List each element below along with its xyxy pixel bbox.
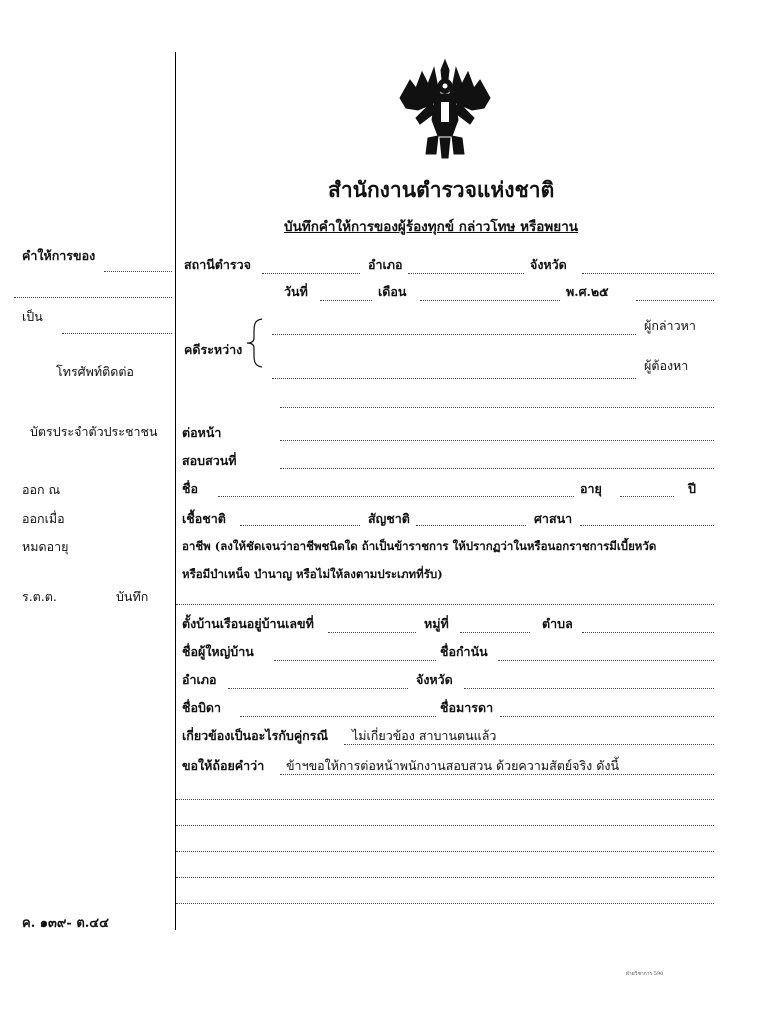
label-district: อำเภอ bbox=[368, 257, 403, 272]
label-year: พ.ศ.๒๕ bbox=[566, 284, 609, 299]
label-occupation-cont: หรือมีบำเหน็จ บำนาญ หรือไม่ให้ลงตามประเภทที่รับ) bbox=[182, 567, 443, 581]
label-kamnan: ชื่อกำนัน bbox=[440, 644, 488, 659]
day-field[interactable] bbox=[320, 300, 372, 301]
label-province: จังหวัด bbox=[530, 257, 567, 272]
label-mother: ชื่อมารดา bbox=[440, 700, 494, 715]
is-field[interactable] bbox=[62, 333, 172, 334]
statement-line-5[interactable] bbox=[176, 903, 714, 904]
page-subtitle: บันทึกคำให้การของผู้ร้องทุกข์ กล่าวโทษ หรือพยาน bbox=[284, 219, 579, 235]
age-field[interactable] bbox=[620, 496, 674, 497]
label-years: ปี bbox=[688, 481, 696, 496]
label-statement: ขอให้ถ้อยคำว่า bbox=[182, 758, 265, 773]
province-field[interactable] bbox=[582, 273, 714, 274]
label-age: อายุ bbox=[580, 481, 602, 496]
statement-of-field-line2[interactable] bbox=[14, 297, 172, 298]
label-occupation: อาชีพ (ลงให้ชัดเจนว่าอาชีพชนิดใด ถ้าเป็นข้าราชการ ให้ปรากฏว่าในหรือนอกราชการมีเบี้ยหวัด bbox=[182, 539, 657, 553]
statement-field[interactable] bbox=[280, 774, 714, 775]
sidebar-phone: โทรศัพท์ติดต่อ bbox=[56, 364, 134, 379]
sidebar-expires: หมดอายุ bbox=[22, 539, 69, 554]
district-field[interactable] bbox=[408, 273, 524, 274]
investigator-field[interactable] bbox=[280, 468, 714, 469]
name-field[interactable] bbox=[218, 496, 574, 497]
label-subdistrict: ตำบล bbox=[542, 616, 573, 631]
village-no-field[interactable] bbox=[460, 632, 530, 633]
house-number-field[interactable] bbox=[328, 632, 416, 633]
sidebar-issued-on: ออกเมื่อ bbox=[22, 511, 65, 526]
sidebar-officer: ร.ต.ต. bbox=[22, 589, 57, 604]
statement-line-3[interactable] bbox=[176, 851, 714, 852]
district2-field[interactable] bbox=[228, 688, 408, 689]
blank-line-1[interactable] bbox=[280, 407, 714, 408]
label-province2: จังหวัด bbox=[416, 672, 453, 687]
footer-note: ฝ่ายวิชาการ 590 bbox=[626, 971, 664, 977]
label-race: เชื้อชาติ bbox=[182, 511, 226, 526]
statement-value: ข้าฯขอให้การต่อหน้าพนักงานสอบสวน ด้วยความสัตย์จริง ดังนี้ bbox=[286, 758, 620, 773]
label-accused: ผู้ต้องหา bbox=[644, 358, 689, 373]
label-father: ชื่อบิดา bbox=[182, 700, 222, 715]
brace-icon bbox=[244, 318, 266, 368]
accused-field[interactable] bbox=[272, 378, 636, 379]
statement-line-4[interactable] bbox=[176, 877, 714, 878]
mother-field[interactable] bbox=[500, 716, 714, 717]
statement-line-2[interactable] bbox=[176, 825, 714, 826]
village-head-field[interactable] bbox=[274, 660, 436, 661]
sidebar-id-card: บัตรประจำตัวประชาชน bbox=[30, 424, 158, 439]
label-religion: ศาสนา bbox=[534, 511, 573, 526]
label-relation: เกี่ยวข้องเป็นอะไรกับคู่กรณี bbox=[182, 728, 329, 743]
relation-value: ไม่เกี่ยวข้อง สาบานตนแล้ว bbox=[352, 728, 497, 743]
month-field[interactable] bbox=[420, 300, 560, 301]
sidebar-issued-at: ออก ณ bbox=[22, 482, 61, 497]
statement-of-field[interactable] bbox=[104, 271, 172, 272]
label-investigator: สอบสวนที่ bbox=[182, 453, 237, 468]
subdistrict-field[interactable] bbox=[582, 632, 714, 633]
label-village-no: หมู่ที่ bbox=[424, 616, 449, 631]
form-code: ค. ๑๓๙- ต.๔๔ bbox=[22, 916, 109, 931]
sidebar-is: เป็น bbox=[22, 309, 43, 324]
father-field[interactable] bbox=[240, 716, 436, 717]
label-name: ชื่อ bbox=[182, 481, 198, 496]
sidebar-recorder: บันทึก bbox=[116, 589, 149, 604]
label-address: ตั้งบ้านเรือนอยู่บ้านเลขที่ bbox=[182, 616, 314, 631]
religion-field[interactable] bbox=[580, 525, 714, 526]
label-district2: อำเภอ bbox=[182, 672, 217, 687]
year-field[interactable] bbox=[636, 300, 714, 301]
relation-field[interactable] bbox=[344, 744, 714, 745]
accuser-field[interactable] bbox=[272, 334, 636, 335]
label-day: วันที่ bbox=[284, 284, 308, 299]
page-title: สำนักงานตำรวจแห่งชาติ bbox=[328, 177, 555, 202]
sidebar-statement-of: คำให้การของ bbox=[22, 248, 96, 263]
label-accuser: ผู้กล่าวหา bbox=[644, 318, 696, 333]
nationality-field[interactable] bbox=[416, 525, 526, 526]
station-field[interactable] bbox=[262, 273, 360, 274]
label-station: สถานีตำรวจ bbox=[184, 257, 251, 272]
kamnan-field[interactable] bbox=[498, 660, 714, 661]
label-parties-between: คดีระหว่าง bbox=[184, 342, 243, 357]
race-field[interactable] bbox=[240, 525, 360, 526]
label-village-head: ชื่อผู้ใหญ่บ้าน bbox=[182, 644, 254, 659]
label-month: เดือน bbox=[378, 284, 407, 299]
statement-line-1[interactable] bbox=[176, 799, 714, 800]
label-before: ต่อหน้า bbox=[182, 425, 222, 440]
garuda-emblem-icon bbox=[392, 58, 498, 160]
province2-field[interactable] bbox=[464, 688, 714, 689]
before-field[interactable] bbox=[280, 440, 714, 441]
occupation-field[interactable] bbox=[176, 604, 714, 605]
label-nationality: สัญชาติ bbox=[368, 511, 410, 526]
